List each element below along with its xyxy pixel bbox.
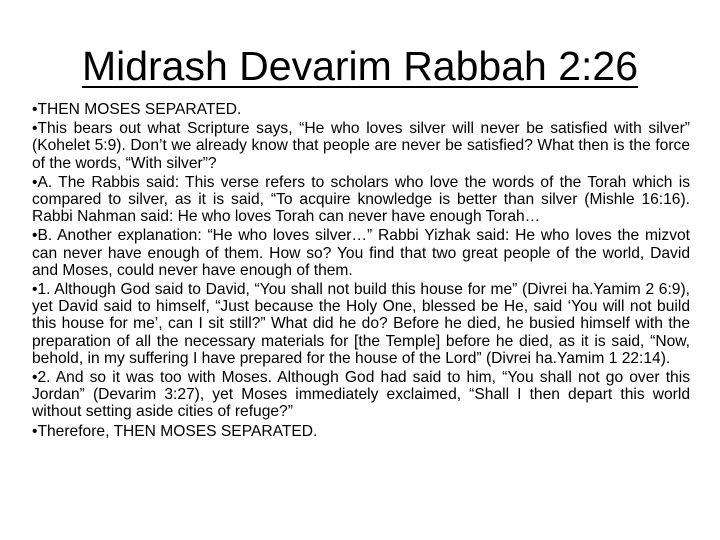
bullet-icon: •	[32, 120, 38, 138]
paragraph-text: 1. Although God said to David, “You shall not build this house for me” (Divrei ha.Yamim 2 6:9), yet David said to himself, “Just because the Holy One, blessed be He, said ‘You will not build this house for me’, can I sit still?” What did he do? Before he died, he busied himself with the preparation of all the necessary materials for [the Temple] before he died, as it is said, “Now, behold, in my suffering I have prepared for the house of the Lord” (Divrei ha.Yamim 1 22:14).	[32, 281, 690, 367]
bullet-icon: •	[32, 101, 38, 118]
bullet-icon: •	[32, 422, 38, 440]
bullet-paragraph	[32, 423, 690, 440]
paragraph-text: THEN MOSES SEPARATED.	[37, 101, 242, 118]
bullet-icon: •	[32, 281, 38, 299]
bullet-icon: •	[32, 369, 38, 387]
bullet-paragraph	[32, 281, 690, 367]
bullet-paragraph	[32, 174, 690, 226]
bullet-paragraph	[32, 120, 690, 172]
slide-title: Midrash Devarim Rabbah 2:26	[81, 43, 639, 89]
paragraph-text: A. The Rabbis said: This verse refers to scholars who love the words of the Torah which is compared to silver, as it is said, “To acquire knowledge is better than silver (Mishle 16:16). Rabbi Nahman said: He who loves Torah can never have enough Torah…	[32, 173, 690, 226]
paragraph-text: Therefore, THEN MOSES SEPARATED.	[37, 422, 318, 440]
bullet-paragraph	[32, 369, 690, 421]
bullet-paragraph	[32, 227, 690, 279]
bullet-icon: •	[32, 173, 38, 191]
slide-body	[32, 101, 690, 442]
paragraph-text: 2. And so it was too with Moses. Although God had said to him, “You shall not go over this Jordan” (Devarim 3:27), yet Moses immediately exclaimed, “Shall I then depart this world without setting aside cities of refuge?”	[32, 369, 690, 421]
paragraph-text: This bears out what Scripture says, “He who loves silver will never be satisfied with silver” (Kohelet 5:9). Don’t we already know that people are never be satisfied? What then is the force of the words, “With silver”?	[32, 120, 690, 172]
paragraph-text: B. Another explanation: “He who loves silver…” Rabbi Yizhak said: He who loves the mizvot can never have enough of them. How so? You find that two great people of the world, David and Moses, could never have enough of them.	[32, 227, 690, 279]
bullet-icon: •	[32, 227, 38, 245]
bullet-paragraph	[32, 101, 690, 118]
